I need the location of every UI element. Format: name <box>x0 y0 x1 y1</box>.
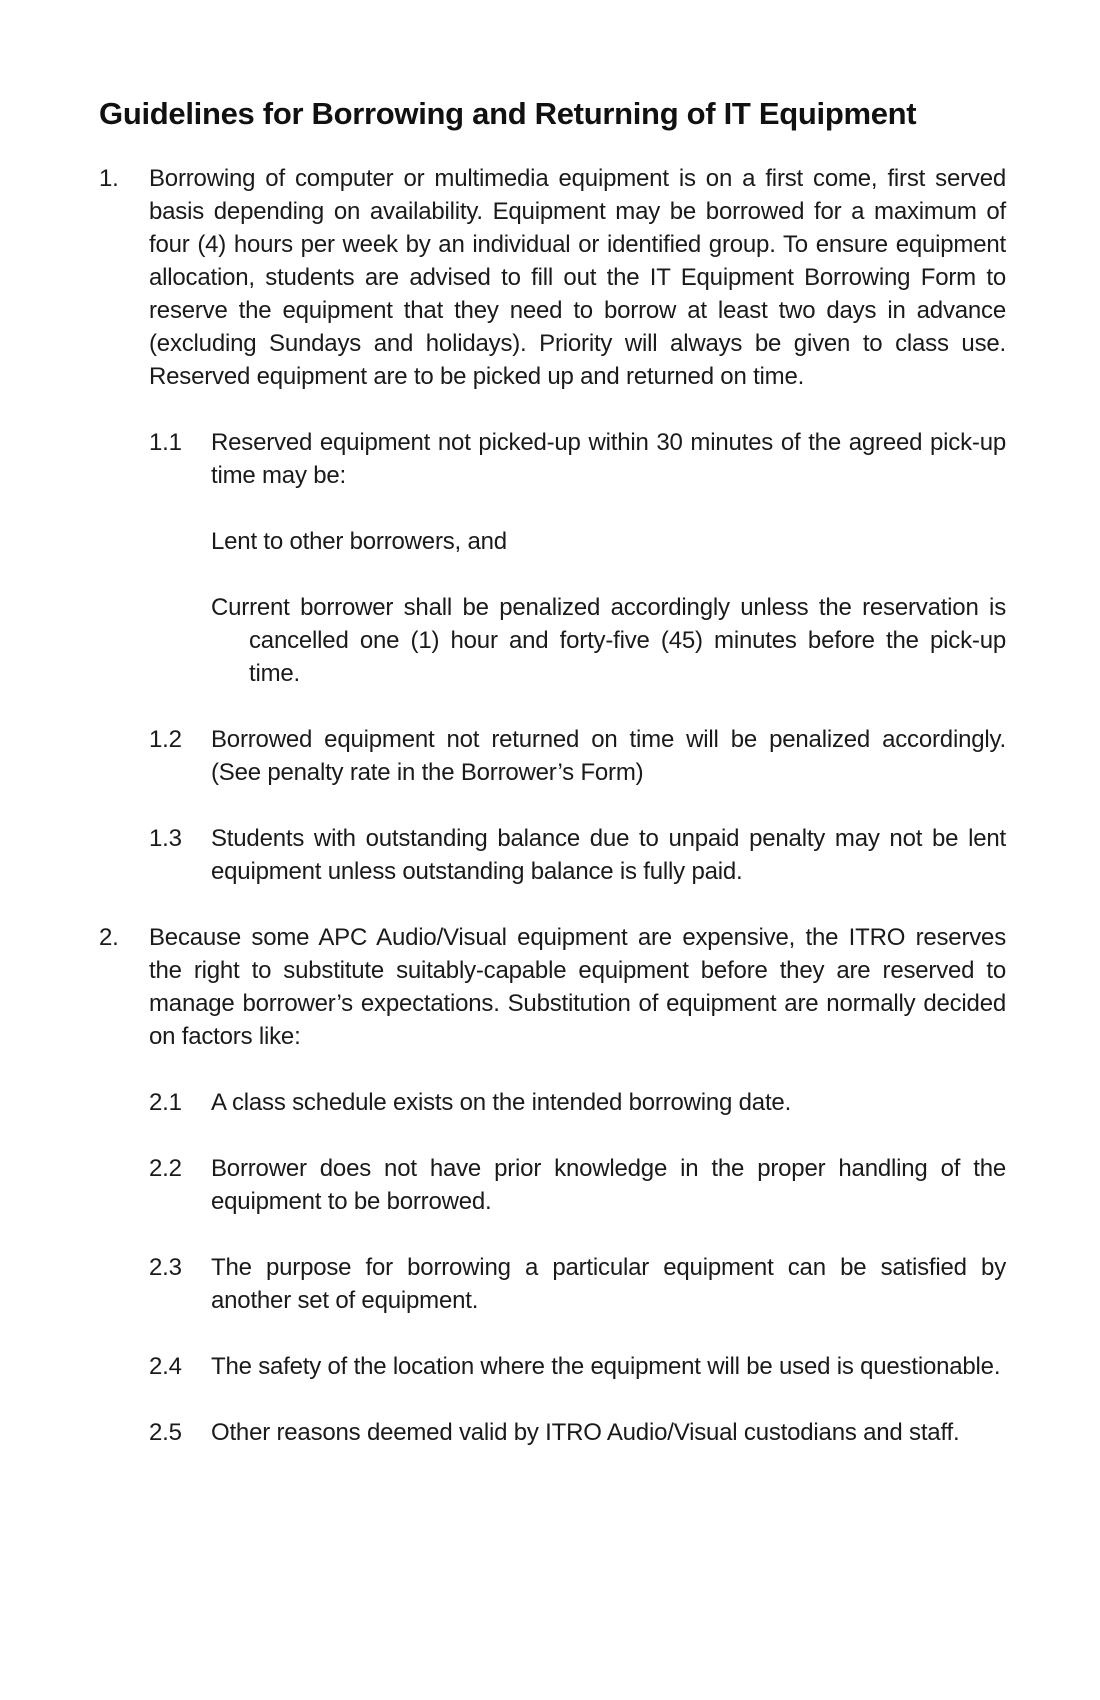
sub-item-1-3 <box>149 822 1006 888</box>
page-title: Guidelines for Borrowing and Returning of IT Equipment <box>99 96 917 131</box>
sub-item-2-3 <box>149 1251 1006 1317</box>
sub-item-1-2 <box>149 723 1006 789</box>
sub-item-text: Borrower does not have prior knowledge in the proper handling of the equipment to be borrowed. <box>211 1155 1006 1215</box>
sub-item-number: 2.2 <box>149 1155 182 1182</box>
item-body <box>149 921 1006 1449</box>
sub-item-2-2 <box>149 1152 1006 1218</box>
sub-item-number: 2.4 <box>149 1353 182 1380</box>
item-number: 1. <box>99 165 119 192</box>
sub-item-2-1 <box>149 1086 1006 1119</box>
sub-item-clause-b: Current borrower shall be penalized accordingly unless the reservation is cancelled one (1) hour and forty-five (45) minutes before the pick-up time. <box>211 594 1006 687</box>
sub-item-number: 2.5 <box>149 1419 182 1446</box>
sub-item-number: 1.3 <box>149 825 182 852</box>
sub-item-text: Reserved equipment not picked-up within 30 minutes of the agreed pick-up time may be: <box>211 429 1006 489</box>
sub-item-text: A class schedule exists on the intended borrowing date. <box>211 1089 792 1116</box>
sub-item-text: Borrowed equipment not returned on time will be penalized accordingly. (See penalty rate in the Borrower’s Form) <box>211 726 1006 786</box>
sub-item-text: Other reasons deemed valid by ITRO Audio/Visual custodians and staff. <box>211 1419 960 1446</box>
item-text: Because some APC Audio/Visual equipment are expensive, the ITRO reserves the right to substitute suitably-capable equipment before they are reserved to manage borrower’s expectations. Substitution of equipment are normally decided on factors like: <box>149 924 1006 1050</box>
sub-item-2-5 <box>149 1416 1006 1449</box>
sub-item-body <box>211 426 1006 690</box>
sub-item-text: Students with outstanding balance due to unpaid penalty may not be lent equipment unless outstanding balance is fully paid. <box>211 825 1006 885</box>
item-body <box>149 162 1006 888</box>
list-item-2 <box>99 921 1006 1449</box>
sub-item-number: 1.1 <box>149 429 182 456</box>
sub-item-clause-a: Lent to other borrowers, and <box>211 528 507 555</box>
list-item-1 <box>99 162 1006 888</box>
sub-item-2-4 <box>149 1350 1006 1383</box>
item-text: Borrowing of computer or multimedia equipment is on a first come, first served basis depending on availability. Equipment may be borrowed for a maximum of four (4) hours per week by an individual or identified group. To ensure equipment allocation, students are advised to fill out the IT Equipment Borrowing Form to reserve the equipment that they need to borrow at least two days in advance (excluding Sundays and holidays). Priority will always be given to class use. Reserved equipment are to be picked up and returned on time. <box>149 165 1006 390</box>
item-number: 2. <box>99 924 119 951</box>
sub-item-text: The purpose for borrowing a particular equipment can be satisfied by another set of equipment. <box>211 1254 1006 1314</box>
sub-item-1-1 <box>149 426 1006 690</box>
sub-item-number: 2.1 <box>149 1089 182 1116</box>
sub-item-number: 2.3 <box>149 1254 182 1281</box>
sub-item-text: The safety of the location where the equipment will be used is questionable. <box>211 1353 1001 1380</box>
sub-item-number: 1.2 <box>149 726 182 753</box>
